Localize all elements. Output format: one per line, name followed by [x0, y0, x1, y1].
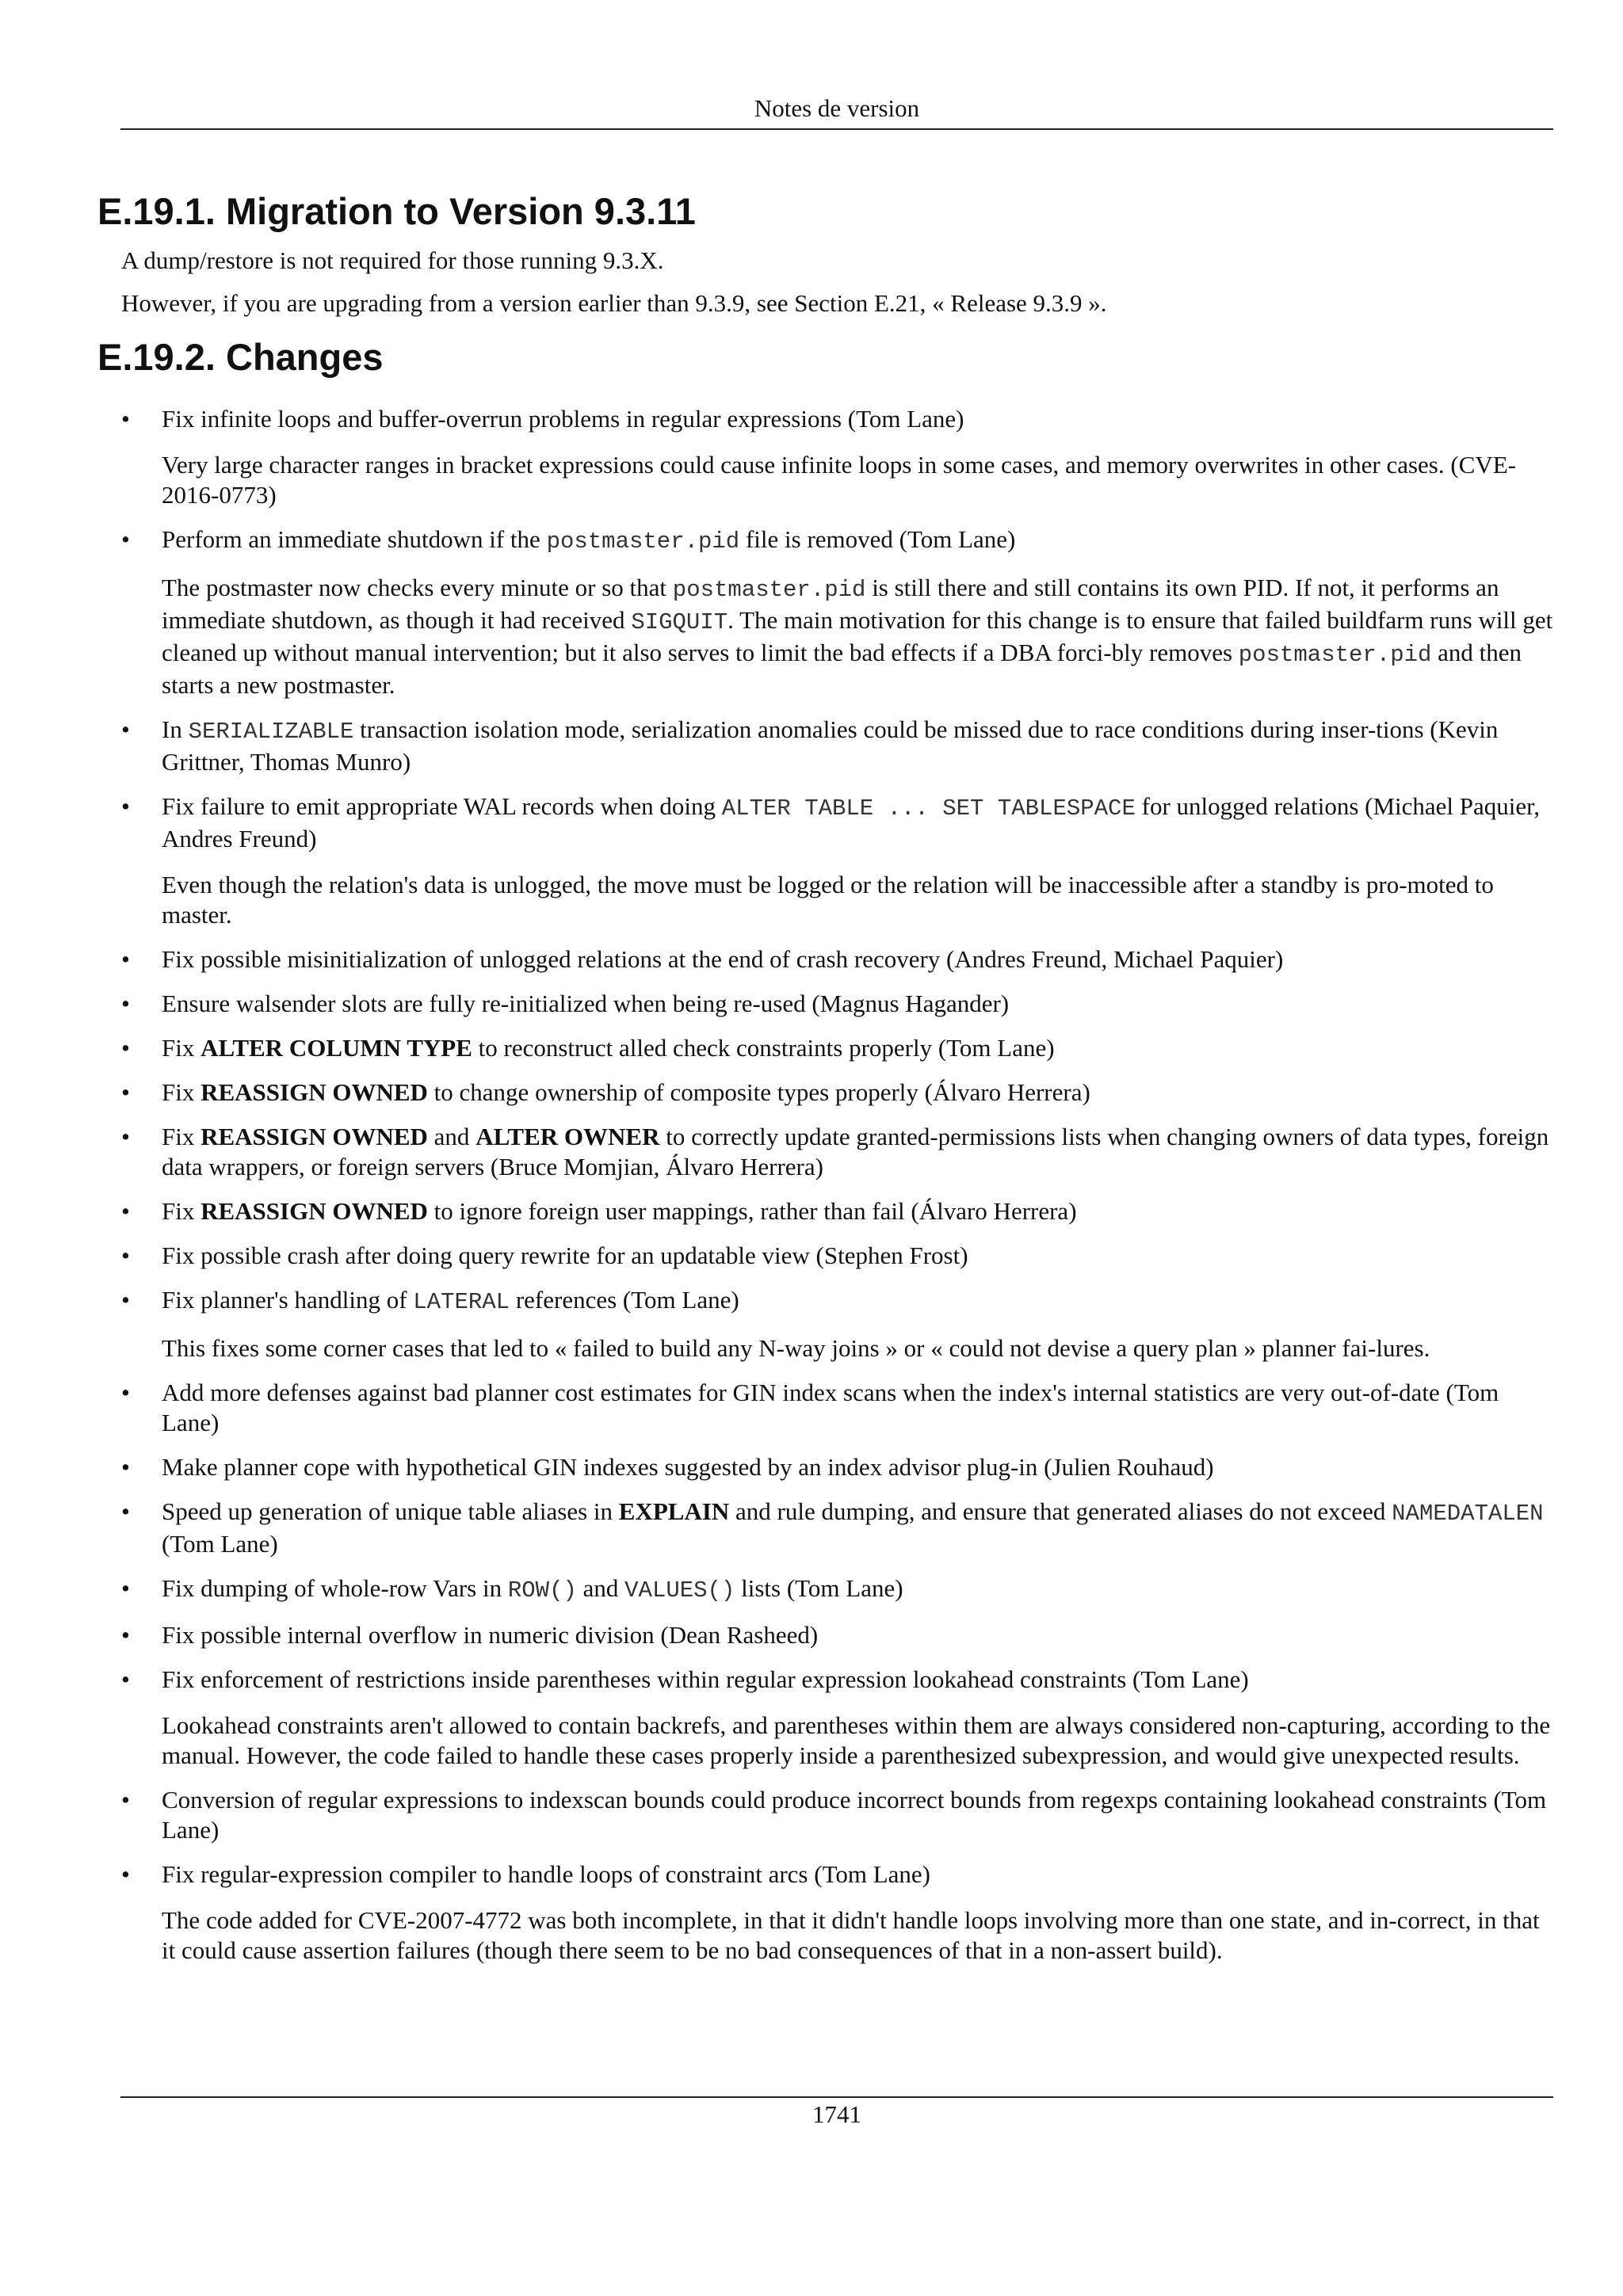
code-literal: VALUES()	[624, 1577, 735, 1604]
text-run: . The main motivation for this change is to ensure that failed buildfarm runs will get cleaned up without manual intervention; but it also serves to limit the bad effects if a DBA forci-bly removes	[162, 606, 1553, 666]
text-run: (Tom Lane)	[162, 1530, 278, 1558]
code-literal: SERIALIZABLE	[188, 719, 354, 745]
code-literal: postmaster.pid	[546, 528, 740, 555]
code-literal: ROW()	[507, 1577, 577, 1604]
text-run: to reconstruct alled check constraints properly (Tom Lane)	[472, 1034, 1055, 1062]
running-header: Notes de version	[754, 94, 920, 122]
text-run: Fix	[162, 1078, 201, 1106]
change-item	[97, 1620, 1556, 1650]
change-item	[97, 404, 1556, 510]
change-item-title	[162, 404, 1556, 434]
text-run: Fix enforcement of restrictions inside parentheses within regular expression lookahead constraints (Tom Lane)	[162, 1665, 1249, 1693]
text-run: to correctly update granted-permissions lists when changing owners of data types, foreign data wrappers, or foreign servers (Bruce Momjian, Álvaro Herrera)	[162, 1123, 1549, 1180]
change-item-title	[162, 944, 1556, 974]
change-item-title	[162, 1033, 1556, 1063]
change-item-title	[162, 1573, 1556, 1606]
text-run: and	[427, 1123, 476, 1150]
text-run: and	[576, 1574, 625, 1602]
change-item	[97, 524, 1556, 700]
text-run: Fix	[162, 1034, 201, 1062]
bullet-icon: •	[121, 1497, 130, 1525]
bullet-icon: •	[121, 1786, 130, 1814]
text-run: The code added for CVE-2007-4772 was both incomplete, in that it didn't handle loops involving more than one state, and in-correct, in that it could cause assertion failures (though there seem to be no bad consequences of that in a non-assert build).	[162, 1906, 1540, 1964]
change-item-detail	[162, 450, 1556, 510]
text-run: Perform an immediate shutdown if the	[162, 525, 547, 553]
section-heading-changes: E.19.2. Changes	[97, 336, 384, 378]
command-name: EXPLAIN	[618, 1497, 730, 1525]
change-item-detail	[162, 1905, 1556, 1966]
change-item-detail	[162, 1333, 1556, 1363]
text-run: Fix failure to emit appropriate WAL records when doing	[162, 792, 722, 820]
text-run: references (Tom Lane)	[510, 1286, 739, 1314]
header-rule	[120, 128, 1553, 130]
bullet-icon: •	[121, 1574, 130, 1602]
change-item	[97, 1573, 1556, 1606]
bullet-icon: •	[121, 1123, 130, 1150]
bullet-icon: •	[121, 1034, 130, 1062]
change-item-title	[162, 524, 1556, 557]
change-item-title	[162, 1785, 1556, 1845]
text-run: Fix possible crash after doing query rewrite for an updatable view (Stephen Frost)	[162, 1241, 968, 1269]
code-literal: postmaster.pid	[1238, 642, 1432, 668]
page-number: 1741	[812, 2100, 861, 2128]
text-run: Fix	[162, 1197, 201, 1225]
text-run: Fix	[162, 1123, 201, 1150]
code-literal: ALTER TABLE ... SET TABLESPACE	[721, 795, 1136, 822]
text-run: Make planner cope with hypothetical GIN indexes suggested by an index advisor plug-in (Julien Rouhaud)	[162, 1453, 1214, 1481]
text-run: This fixes some corner cases that led to « failed to build any N-way joins » or « could not devise a query plan » planner fai-lures.	[162, 1334, 1430, 1362]
bullet-icon: •	[121, 1241, 130, 1269]
change-item-title	[162, 1620, 1556, 1650]
change-item	[97, 1196, 1556, 1226]
text-run: In	[162, 715, 189, 743]
text-run: Add more defenses against bad planner cost estimates for GIN index scans when the index's internal statistics are very out-of-date (Tom Lane)	[162, 1379, 1499, 1436]
change-item	[97, 791, 1556, 930]
footer-rule	[120, 2096, 1553, 2098]
text-run: is still there and still contains its own PID. If not, it performs an immediate shutdown, as though it had received	[162, 574, 1499, 634]
change-item-title	[162, 1497, 1556, 1559]
change-item	[97, 715, 1556, 777]
text-run: and rule dumping, and ensure that generated aliases do not exceed	[729, 1497, 1392, 1525]
bullet-icon: •	[121, 1078, 130, 1106]
change-item	[97, 1241, 1556, 1271]
bullet-icon: •	[121, 405, 130, 433]
change-item	[97, 1665, 1556, 1771]
text-run: The postmaster now checks every minute or so that	[162, 574, 673, 601]
change-item	[97, 1859, 1556, 1966]
text-run: Speed up generation of unique table aliases in	[162, 1497, 619, 1525]
change-item-title	[162, 1077, 1556, 1108]
command-name: ALTER OWNER	[475, 1123, 660, 1150]
text-run: to change ownership of composite types properly (Álvaro Herrera)	[427, 1078, 1090, 1106]
change-item	[97, 1033, 1556, 1063]
command-name: ALTER COLUMN TYPE	[200, 1034, 472, 1062]
text-run: Fix planner's handling of	[162, 1286, 414, 1314]
text-run: Even though the relation's data is unlogged, the move must be logged or the relation will be inaccessible after a standby is pro-moted to master.	[162, 871, 1494, 929]
change-item	[97, 1122, 1556, 1182]
text-run: Fix infinite loops and buffer-overrun problems in regular expressions (Tom Lane)	[162, 405, 964, 433]
page-content	[97, 189, 1556, 1980]
change-item-title	[162, 791, 1556, 854]
text-run: Fix regular-expression compiler to handle loops of constraint arcs (Tom Lane)	[162, 1860, 930, 1888]
bullet-icon: •	[121, 990, 130, 1017]
bullet-icon: •	[121, 945, 130, 973]
change-item-title	[162, 1196, 1556, 1226]
migration-paragraph-2: However, if you are upgrading from a version earlier than 9.3.9, see Section E.21, « Release 9.3.9 ».	[121, 289, 1107, 317]
bullet-icon: •	[121, 1621, 130, 1649]
text-run: lists (Tom Lane)	[735, 1574, 903, 1602]
change-item-detail	[162, 1711, 1556, 1771]
change-item-detail	[162, 870, 1556, 930]
text-run: Conversion of regular expressions to indexscan bounds could produce incorrect bounds from regexps containing lookahead constraints (Tom Lane)	[162, 1786, 1547, 1844]
change-item-title	[162, 1122, 1556, 1182]
migration-paragraph-1: A dump/restore is not required for those running 9.3.X.	[121, 246, 664, 274]
bullet-icon: •	[121, 792, 130, 820]
change-item	[97, 1378, 1556, 1438]
change-item-title	[162, 1859, 1556, 1890]
text-run: Lookahead constraints aren't allowed to contain backrefs, and parentheses within them are always considered non-capturing, according to the manual. However, the code failed to handle these cases properly inside a parenthesized subexpression, and would give unexpected results.	[162, 1711, 1551, 1769]
bullet-icon: •	[121, 715, 130, 743]
bullet-icon: •	[121, 1379, 130, 1406]
bullet-icon: •	[121, 525, 130, 553]
change-item	[97, 989, 1556, 1019]
text-run: for unlogged relations (Michael Paquier, Andres Freund)	[162, 792, 1540, 852]
bullet-icon: •	[121, 1860, 130, 1888]
command-name: REASSIGN OWNED	[200, 1197, 428, 1225]
bullet-icon: •	[121, 1286, 130, 1314]
change-item-title	[162, 1241, 1556, 1271]
change-item	[97, 1285, 1556, 1363]
bullet-icon: •	[121, 1197, 130, 1225]
change-item-title	[162, 1452, 1556, 1482]
code-literal: postmaster.pid	[672, 577, 866, 603]
text-run: Fix possible misinitialization of unlogged relations at the end of crash recovery (Andres Freund, Michael Paquier)	[162, 945, 1284, 973]
change-item	[97, 1497, 1556, 1559]
text-run: Fix possible internal overflow in numeric division (Dean Rasheed)	[162, 1621, 819, 1649]
text-run: to ignore foreign user mappings, rather than fail (Álvaro Herrera)	[427, 1197, 1077, 1225]
change-item-title	[162, 1665, 1556, 1695]
text-run: Fix dumping of whole-row Vars in	[162, 1574, 508, 1602]
text-run: file is removed (Tom Lane)	[739, 525, 1016, 553]
change-item-title	[162, 715, 1556, 777]
section-heading-migration: E.19.1. Migration to Version 9.3.11	[97, 190, 696, 232]
change-item	[97, 1452, 1556, 1482]
changes-list	[97, 404, 1556, 1966]
change-item-title	[162, 1378, 1556, 1438]
bullet-icon: •	[121, 1453, 130, 1481]
text-run: Ensure walsender slots are fully re-initialized when being re-used (Magnus Hagander)	[162, 990, 1010, 1017]
change-item-title	[162, 1285, 1556, 1318]
code-literal: SIGQUIT	[631, 609, 728, 635]
change-item-title	[162, 989, 1556, 1019]
change-item	[97, 1785, 1556, 1845]
change-item-detail	[162, 573, 1556, 700]
text-run: transaction isolation mode, serialization anomalies could be missed due to race conditions during inser-tions (Kevin Grittner, Thomas Munro)	[162, 715, 1499, 776]
change-item	[97, 944, 1556, 974]
command-name: REASSIGN OWNED	[200, 1078, 428, 1106]
text-run: Very large character ranges in bracket expressions could cause infinite loops in some cases, and memory overwrites in other cases. (CVE-2016-0773)	[162, 451, 1517, 509]
code-literal: NAMEDATALEN	[1392, 1501, 1544, 1527]
command-name: REASSIGN OWNED	[200, 1123, 428, 1150]
text-run: and then starts a new postmaster.	[162, 639, 1522, 699]
change-item	[97, 1077, 1556, 1108]
code-literal: LATERAL	[413, 1289, 510, 1315]
bullet-icon: •	[121, 1665, 130, 1693]
